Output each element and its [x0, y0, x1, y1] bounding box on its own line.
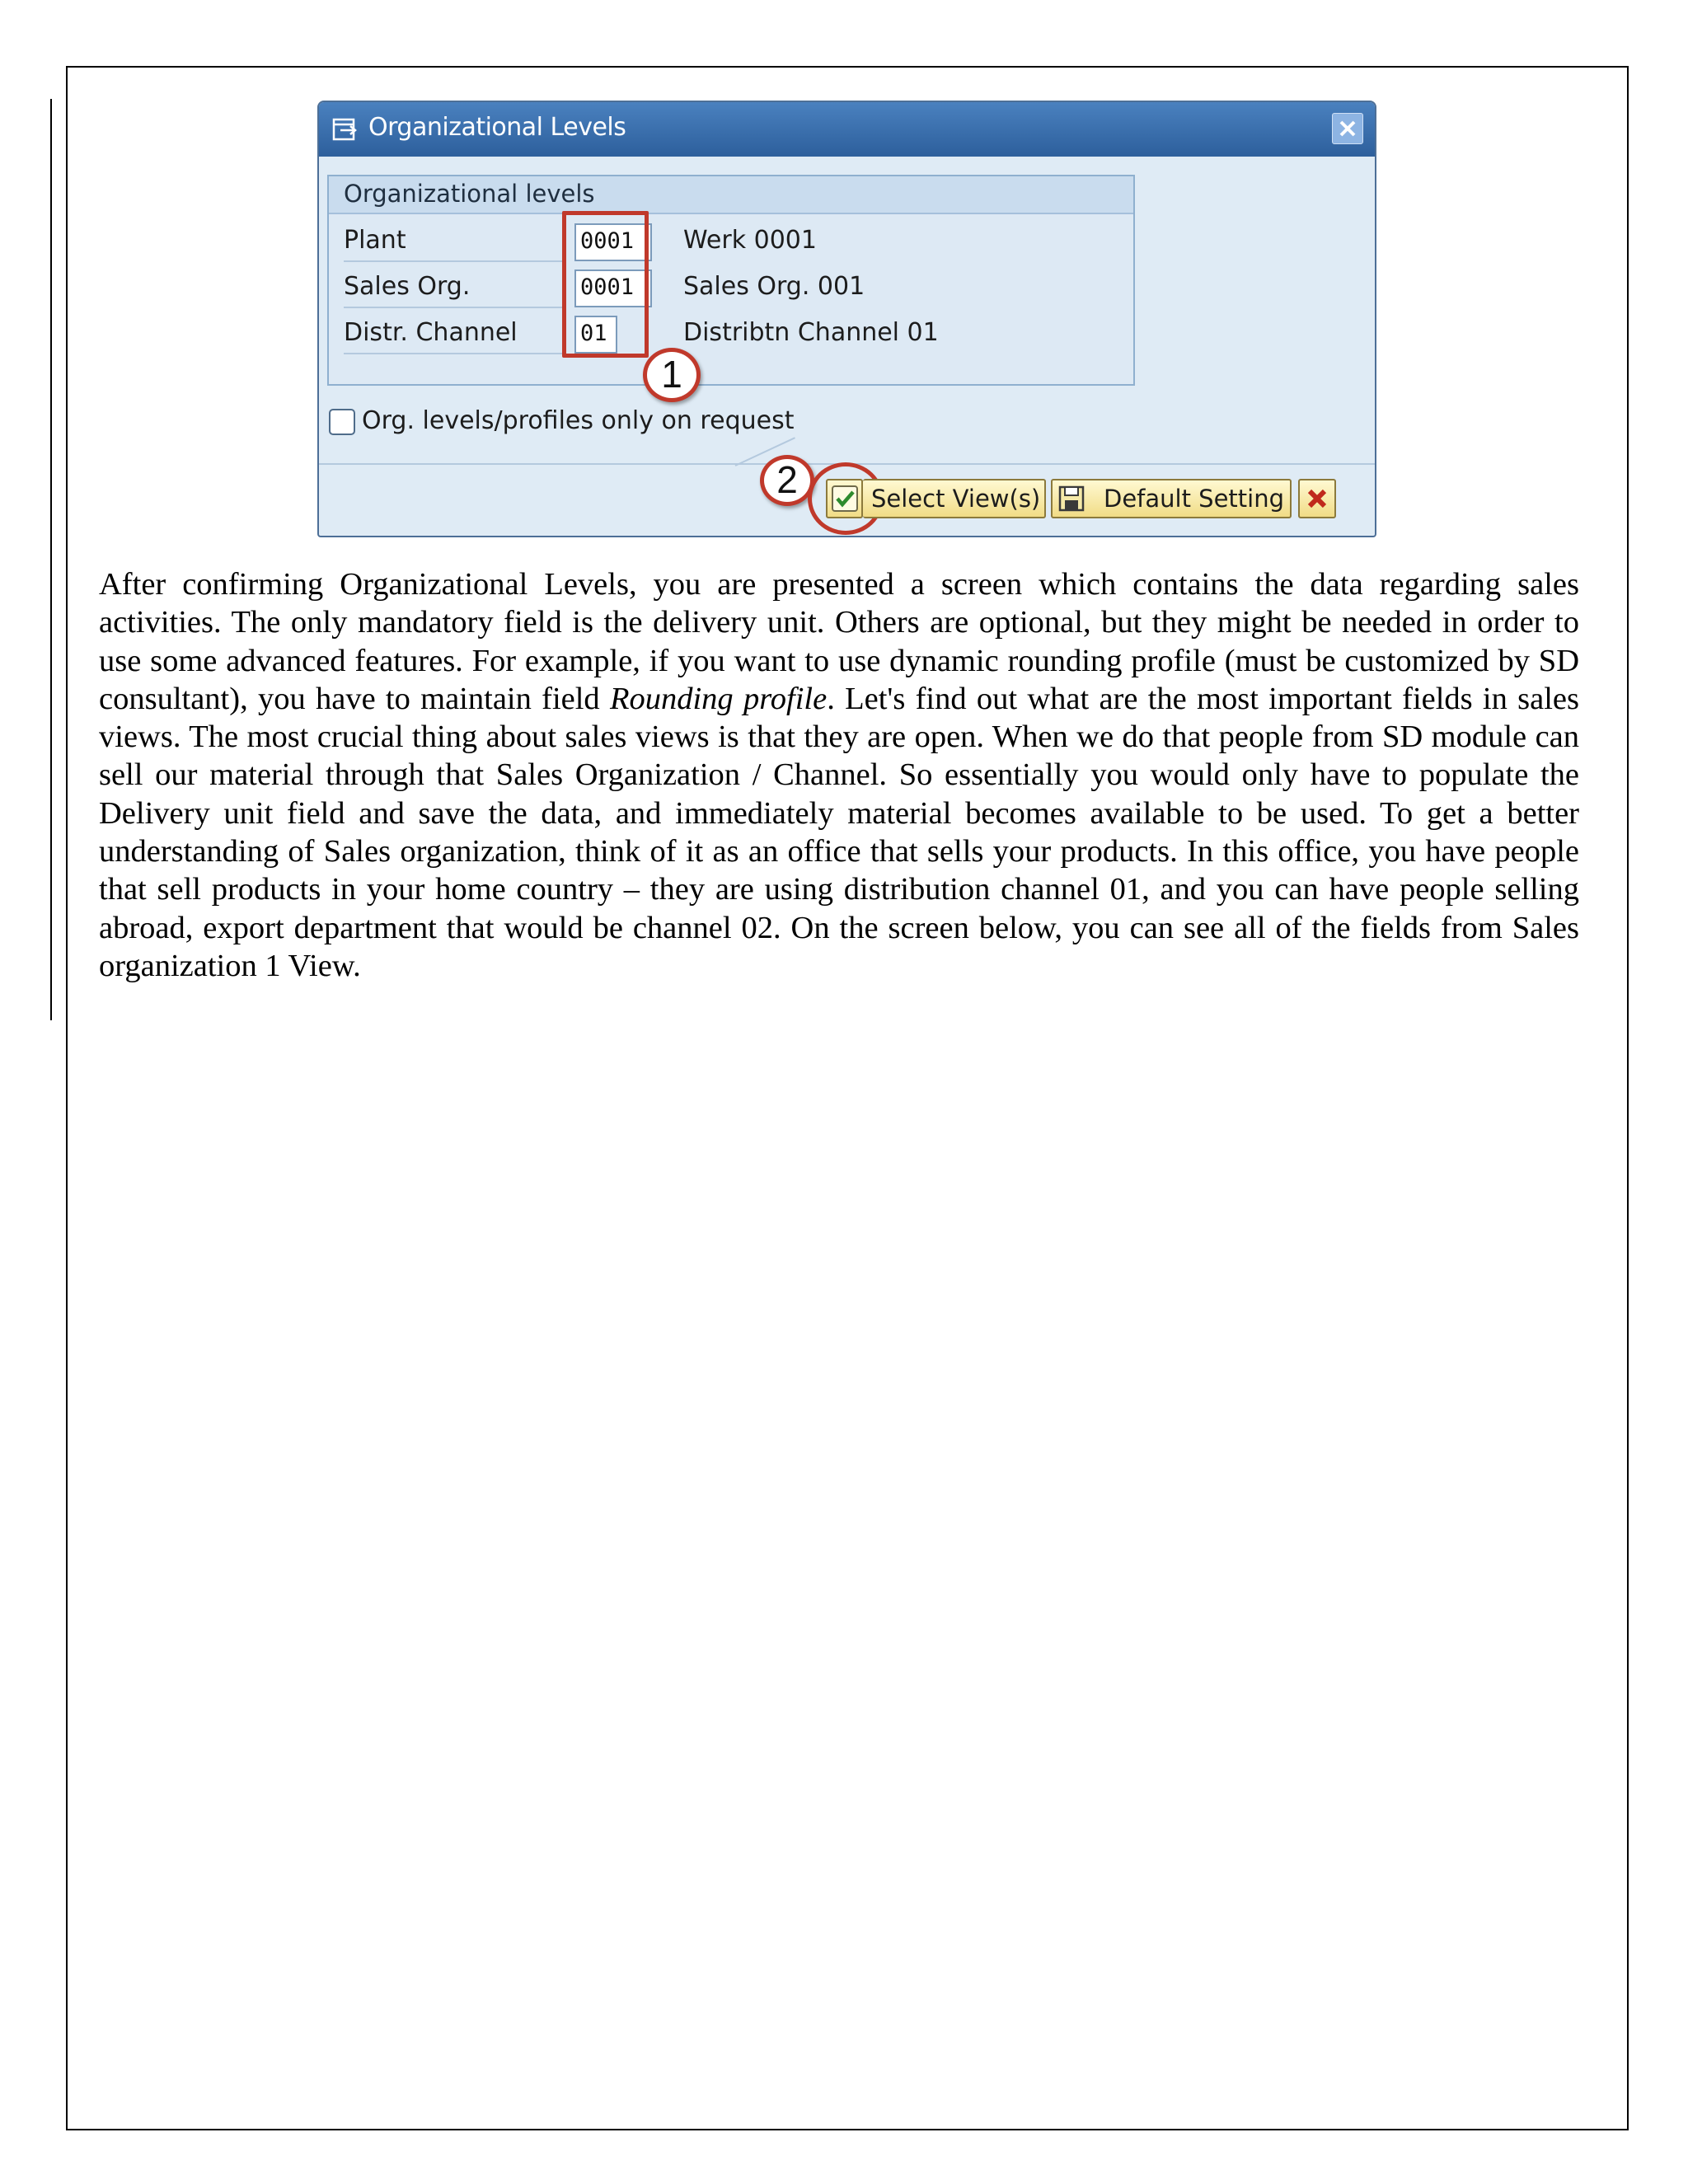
- default-setting-button[interactable]: [1051, 479, 1292, 518]
- group-title: Organizational levels: [344, 180, 595, 208]
- distr-channel-description: Distribtn Channel 01: [683, 318, 939, 347]
- dialog-close-button[interactable]: [1332, 113, 1363, 144]
- default-setting-label: Default Setting: [1104, 485, 1285, 513]
- plant-label: Plant: [344, 221, 566, 262]
- cancel-icon: [1303, 485, 1331, 513]
- sales-org-input[interactable]: 0001: [574, 269, 652, 307]
- dialog-title: Organizational Levels: [368, 113, 626, 142]
- sales-org-description: Sales Org. 001: [683, 272, 865, 301]
- group-header: [329, 176, 1133, 214]
- paragraph-part-2: . Let's find out what are the most important fields in sales views. The most crucial thing about sales views is that they are open. When we do that people from SD module can sell our material through that Sales Organization / Channel. So essentially you would only have to populate the Delivery unit field and save the data, and immediately material becomes available to be used. To get a better understanding of Sales organization, think of it as an office that sells your products. In this office, you have people that sell products in your home country – they are using distribution channel 01, and you can have people selling abroad, export department that would be channel 02. On the screen below, you can see all of the fields from Sales organization 1 View.: [99, 681, 1579, 983]
- dialog-window-icon: [332, 117, 357, 142]
- select-views-label: Select View(s): [871, 485, 1041, 513]
- distr-channel-input[interactable]: 01: [574, 316, 617, 354]
- callout-1: 1: [643, 348, 701, 402]
- select-views-button[interactable]: [863, 479, 1046, 518]
- callout-2: 2: [760, 455, 814, 506]
- article-paragraph: [99, 565, 1579, 985]
- checkbox-label: Org. levels/profiles only on request: [362, 406, 795, 435]
- paragraph-part-1: After confirming Organizational Levels, you are presented a screen which contains the data regarding sales activities. The only mandatory field is the delivery unit. Others are optional, but they might be needed in order to use some advanced features. For example, if you want to use dynamic rounding profile (must be customized by SD consultant), you have to maintain field: [99, 567, 1579, 716]
- save-icon: [1057, 485, 1085, 513]
- side-rule: [50, 99, 52, 1020]
- org-levels-on-request-checkbox[interactable]: [329, 409, 355, 435]
- plant-description: Werk 0001: [683, 226, 817, 255]
- highlight-box: [562, 211, 649, 358]
- close-icon: [1333, 114, 1362, 143]
- org-levels-group: [327, 175, 1135, 386]
- organizational-levels-dialog: [317, 101, 1376, 537]
- cancel-button[interactable]: [1298, 479, 1336, 518]
- sales-org-label: Sales Org.: [344, 267, 566, 308]
- distr-channel-label: Distr. Channel: [344, 313, 566, 354]
- rounding-profile-term: Rounding profile: [609, 681, 828, 716]
- dialog-titlebar: [319, 102, 1375, 157]
- plant-input[interactable]: 0001: [574, 223, 652, 261]
